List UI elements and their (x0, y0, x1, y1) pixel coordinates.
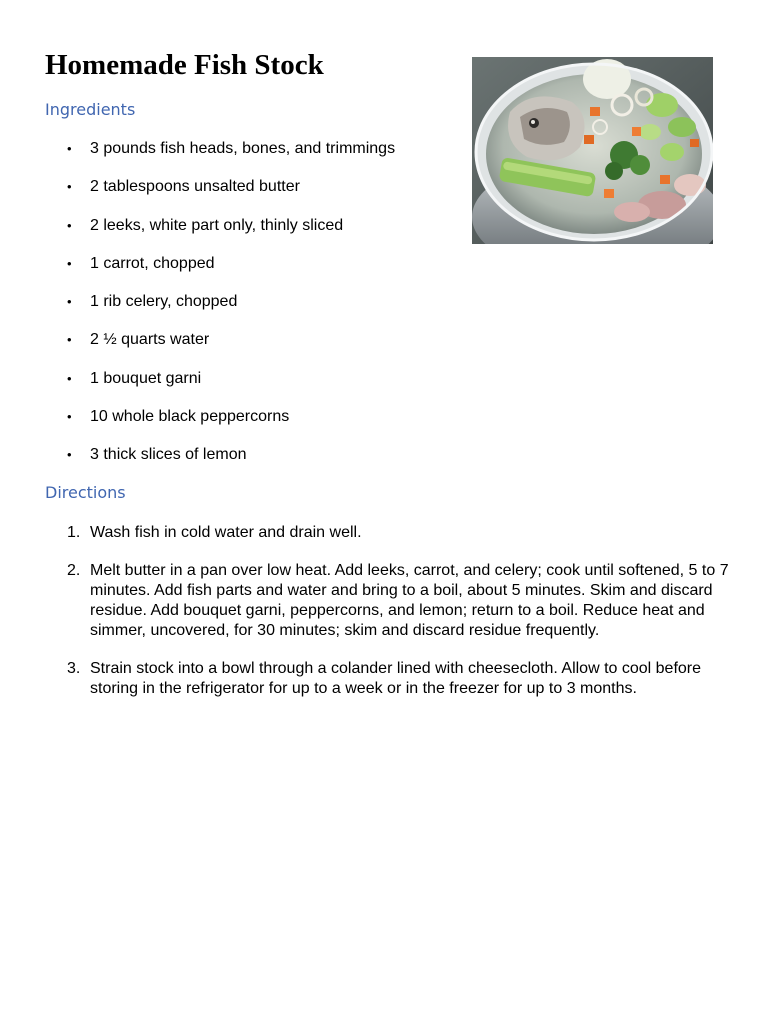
bullet-icon: • (67, 294, 72, 310)
directions-heading: Directions (45, 483, 126, 502)
list-item (0, 561, 740, 641)
bullet-icon: • (67, 255, 72, 271)
direction-text: Wash fish in cold water and drain well. (90, 524, 362, 541)
list-item (0, 330, 470, 350)
list-item (0, 445, 470, 465)
ingredient-text: 2 leeks, white part only, thinly sliced (90, 216, 344, 234)
list-item (0, 369, 470, 389)
list-item (0, 254, 470, 274)
ingredients-heading: Ingredients (45, 100, 136, 119)
ingredient-text: 10 whole black peppercorns (90, 408, 290, 426)
bullet-icon: • (67, 370, 72, 386)
direction-text: Strain stock into a bowl through a colander lined with cheesecloth. Allow to cool before storing in the refrigerator for up to a week or in the freezer for up to 3 months. (90, 660, 702, 697)
direction-list (0, 523, 740, 717)
page-title: Homemade Fish Stock (45, 49, 324, 81)
bullet-icon: • (67, 332, 72, 348)
bullet-icon: • (67, 409, 72, 425)
list-item (0, 407, 470, 427)
direction-text: Melt butter in a pan over low heat. Add leeks, carrot, and celery; cook until softened, 5 to 7 minutes. Add fish parts and water and bring to a boil, about 5 minutes. Skim and discard residue. Add bouquet garni, peppercorns, and lemon; return to a boil. Reduce heat and simmer, uncovered, for 30 minutes; skim and discard residue frequently. (90, 562, 729, 639)
list-item (0, 216, 470, 236)
stock-pot-image (472, 57, 713, 244)
fish-stock-photo (472, 57, 713, 244)
list-item (0, 139, 470, 159)
list-item (0, 292, 470, 312)
step-number: 2. (67, 562, 81, 579)
ingredient-text: 2 tablespoons unsalted butter (90, 178, 300, 196)
bullet-icon: • (67, 447, 72, 463)
bullet-icon: • (67, 217, 72, 233)
list-item (0, 177, 470, 197)
ingredient-text: 2 ½ quarts water (90, 331, 210, 349)
ingredient-text: 1 carrot, chopped (90, 254, 215, 272)
step-number: 3. (67, 660, 81, 677)
list-item (0, 523, 740, 543)
ingredient-text: 3 pounds fish heads, bones, and trimmings (90, 140, 396, 157)
bullet-icon: • (67, 179, 72, 195)
ingredient-text: 1 rib celery, chopped (90, 293, 238, 311)
ingredient-text: 3 thick slices of lemon (90, 446, 247, 464)
ingredient-text: 1 bouquet garni (90, 369, 202, 387)
list-item (0, 659, 740, 699)
ingredient-list (0, 139, 470, 484)
step-number: 1. (67, 524, 81, 541)
bullet-icon: • (67, 141, 72, 156)
